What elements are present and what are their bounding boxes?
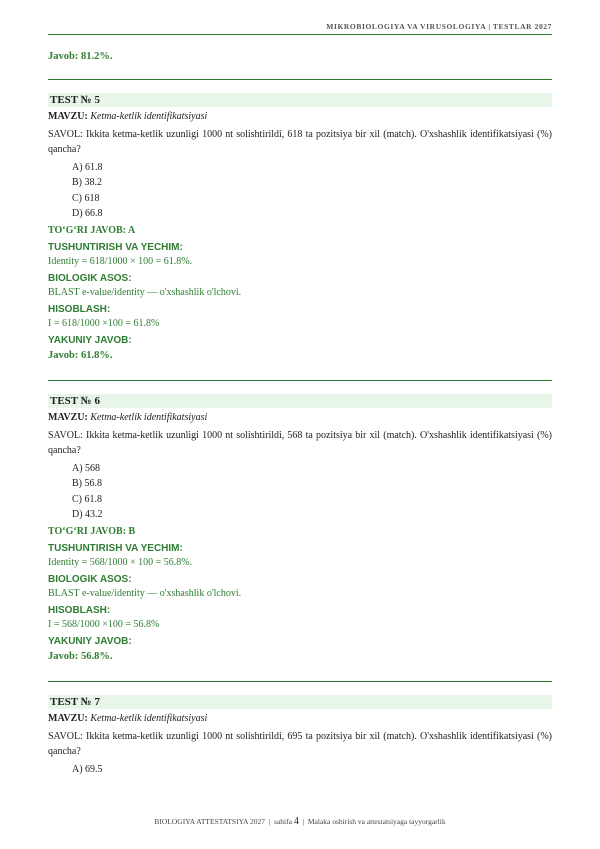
calculation-heading: HISOBLASH: (48, 304, 111, 316)
running-header: MIKROBIOLOGIYA VA VIRUSOLOGIYA | TESTLAR 2027 (326, 22, 552, 31)
biological-basis-heading: BIOLOGIK ASOS: (48, 273, 132, 285)
explanation-heading: TUSHUNTIRISH VA YECHIM: (48, 242, 183, 254)
answer-options (72, 461, 552, 522)
option-d: D) 66.8 (72, 207, 103, 219)
correct-answer: TO‘G‘RI JAVOB: A (48, 225, 136, 237)
final-answer: Javob: 61.8%. (48, 350, 113, 362)
footer-right-text: Malaka oshirish va attestatsiyaga tayyorgarlik (307, 817, 446, 826)
test-heading: TEST № 5 (48, 93, 552, 107)
footer-page-prefix: sahifa (274, 817, 292, 826)
section-divider (48, 79, 552, 80)
topic-label: MAVZU: (48, 111, 88, 122)
option-d: D) 43.2 (72, 509, 103, 521)
calculation-text: I = 568/1000 ×100 = 56.8% (48, 619, 160, 631)
topic-line (48, 109, 552, 124)
option-a: A) 69.5 (72, 764, 103, 776)
biological-basis-text: BLAST e-value/identity — o'xshashlik o'lchovi. (48, 588, 242, 600)
calculation-heading: HISOBLASH: (48, 605, 111, 617)
test-block-6 (48, 394, 552, 664)
final-answer: Javob: 56.8%. (48, 651, 113, 663)
calculation-text: I = 618/1000 ×100 = 61.8% (48, 318, 160, 330)
option-c: C) 618 (72, 192, 100, 204)
test-block-5 (48, 93, 552, 363)
option-a: A) 61.8 (72, 162, 103, 173)
test-heading: TEST № 6 (48, 394, 552, 408)
footer-left-text: BIOLOGIYA ATTESTATSIYA 2027 (154, 817, 266, 826)
page-content (48, 45, 552, 781)
previous-final-answer: Javob: 81.2%. (48, 51, 113, 62)
option-a: A) 568 (72, 463, 101, 475)
explanation-text: Identity = 618/1000 × 100 = 61.8%. (48, 256, 193, 268)
question-text: SAVOL: Ikkita ketma-ketlik uzunligi 1000 nt solishtirildi, 695 ta pozitsiya bir xil (match). O'xshashlik identifikatsiyasi (%) qancha? (48, 731, 552, 758)
question-text: SAVOL: Ikkita ketma-ketlik uzunligi 1000 nt solishtirildi, 568 ta pozitsiya bir xil (match). O'xshashlik identifikatsiyasi (%) qancha? (48, 430, 552, 457)
topic-text: Ketma-ketlik identifikatsiyasi (90, 111, 208, 122)
topic-line (48, 410, 552, 425)
section-divider (48, 681, 552, 682)
topic-label: MAVZU: (48, 412, 88, 424)
explanation-heading: TUSHUNTIRISH VA YECHIM: (48, 543, 183, 555)
option-b: B) 56.8 (72, 478, 102, 490)
biological-basis-text: BLAST e-value/identity — o'xshashlik o'lchovi. (48, 287, 242, 299)
topic-line (48, 711, 552, 726)
option-c: C) 61.8 (72, 493, 102, 505)
header-rule (48, 34, 552, 35)
section-divider (48, 380, 552, 381)
topic-text: Ketma-ketlik identifikatsiyasi (90, 713, 208, 725)
final-answer-heading: YAKUNIY JAVOB: (48, 636, 132, 648)
page-footer: BIOLOGIYA ATTESTATSIYA 2027 | sahifa 4 | Malaka oshirish va attestatsiyaga tayyorgarlik (154, 816, 446, 827)
question-text: SAVOL: Ikkita ketma-ketlik uzunligi 1000 nt solishtirildi, 618 ta pozitsiya bir xil (match). O'xshashlik identifikatsiyasi (%) qancha? (48, 129, 552, 155)
topic-label: MAVZU: (48, 713, 88, 725)
explanation-text: Identity = 568/1000 × 100 = 56.8%. (48, 557, 193, 569)
test-block-7 (48, 695, 552, 777)
answer-options (72, 762, 552, 777)
page-number: 4 (293, 816, 299, 827)
answer-options (72, 160, 552, 221)
test-heading: TEST № 7 (48, 695, 552, 709)
correct-answer: TO‘G‘RI JAVOB: B (48, 526, 136, 538)
final-answer-heading: YAKUNIY JAVOB: (48, 335, 132, 347)
option-b: B) 38.2 (72, 177, 102, 189)
topic-text: Ketma-ketlik identifikatsiyasi (90, 412, 208, 424)
biological-basis-heading: BIOLOGIK ASOS: (48, 574, 132, 586)
